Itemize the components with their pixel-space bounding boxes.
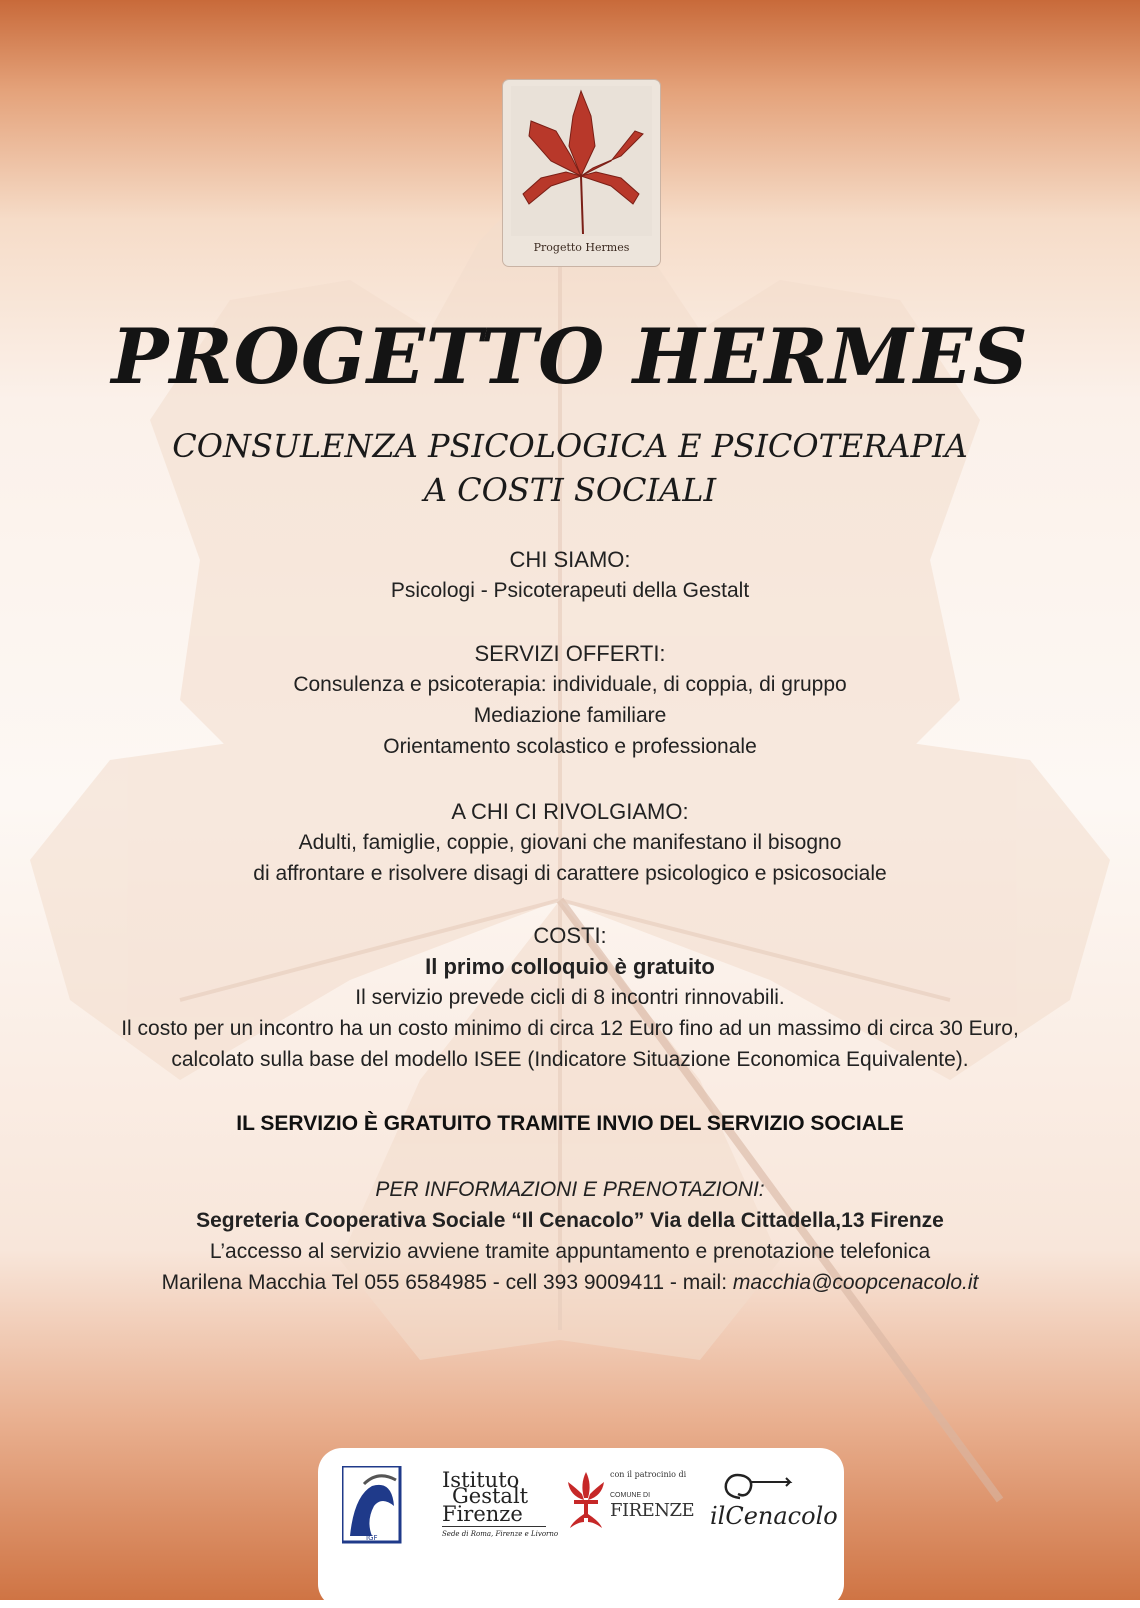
istituto-line: Istituto bbox=[442, 1468, 520, 1492]
il-cenacolo-logo bbox=[710, 1468, 838, 1548]
igf-label: IGF bbox=[366, 1534, 378, 1542]
page-title: PROGETTO HERMES bbox=[111, 312, 1029, 401]
section-heading: A CHI CI RIVOLGIAMO: bbox=[451, 799, 689, 824]
fleur-de-lis-icon bbox=[564, 1470, 608, 1530]
section-line: Adulti, famiglie, coppie, giovani che manifestano il bisogno bbox=[298, 831, 842, 854]
section-costi bbox=[0, 920, 1140, 1075]
istituto-line: Gestalt bbox=[452, 1484, 529, 1508]
contact-line bbox=[0, 1267, 1140, 1298]
section-servizi-offerti bbox=[0, 638, 1140, 762]
costi-highlight: Il primo colloquio è gratuito bbox=[425, 954, 715, 979]
free-service-notice: IL SERVIZIO È GRATUITO TRAMITE INVIO DEL SERVIZIO SOCIALE bbox=[236, 1112, 904, 1135]
section-a-chi-ci-rivolgiamo bbox=[0, 796, 1140, 889]
subtitle-line: A COSTI SOCIALI bbox=[423, 471, 717, 509]
section-line: di affrontare e risolvere disagi di carattere psicologico e psicosociale bbox=[253, 862, 887, 885]
info-address: Segreteria Cooperativa Sociale “Il Cenacolo” Via della Cittadella,13 Firenze bbox=[196, 1209, 944, 1232]
section-line: Mediazione familiare bbox=[473, 704, 667, 727]
contact-phone: Marilena Macchia Tel 055 6584985 - cell 393 9009411 - mail: bbox=[161, 1271, 733, 1294]
subtitle-line: CONSULENZA PSICOLOGICA E PSICOTERAPIA bbox=[172, 427, 968, 465]
info-heading: PER INFORMAZIONI E PRENOTAZIONI: bbox=[375, 1178, 765, 1201]
section-heading: SERVIZI OFFERTI: bbox=[474, 641, 666, 666]
firenze-label: FIRENZE bbox=[610, 1500, 695, 1521]
igf-logo bbox=[342, 1466, 404, 1546]
comune-label: COMUNE DI bbox=[610, 1492, 651, 1499]
section-heading: CHI SIAMO: bbox=[509, 547, 631, 572]
istituto-gestalt-logo bbox=[442, 1468, 559, 1548]
section-line: Il costo per un incontro ha un costo minimo di circa 12 Euro fino ad un massimo di circa 30 Euro, bbox=[121, 1017, 1019, 1040]
section-line: Il servizio prevede cicli di 8 incontri rinnovabili. bbox=[355, 986, 785, 1009]
contact-email-link[interactable]: macchia@coopcenacolo.it bbox=[732, 1271, 979, 1294]
istituto-line: Firenze bbox=[442, 1502, 523, 1526]
patrocinio-label: con il patrocinio di bbox=[610, 1470, 687, 1479]
info-access: L’accesso al servizio avviene tramite appuntamento e prenotazione telefonica bbox=[209, 1240, 931, 1263]
section-info bbox=[0, 1174, 1140, 1298]
comune-firenze-logo bbox=[564, 1470, 704, 1540]
logo-caption: Progetto Hermes bbox=[533, 241, 630, 254]
section-chi-siamo bbox=[0, 544, 1140, 606]
progetto-hermes-logo bbox=[503, 80, 660, 266]
sponsor-bar bbox=[318, 1448, 844, 1608]
section-line: Psicologi - Psicoterapeuti della Gestalt bbox=[390, 579, 750, 602]
igf-emblem-icon bbox=[342, 1466, 404, 1546]
section-heading: COSTI: bbox=[533, 923, 607, 948]
section-line: Orientamento scolastico e professionale bbox=[383, 735, 757, 758]
istituto-subtitle: Sede di Roma, Firenze e Livorno bbox=[442, 1530, 559, 1538]
section-line: Consulenza e psicoterapia: individuale, di coppia, di gruppo bbox=[293, 673, 847, 696]
red-autumn-leaf-icon bbox=[511, 86, 652, 236]
section-line: calcolato sulla base del modello ISEE (Indicatore Situazione Economica Equivalente). bbox=[171, 1048, 969, 1071]
cenacolo-label: ilCenacolo bbox=[710, 1502, 838, 1530]
divider bbox=[442, 1526, 546, 1527]
subtitle bbox=[0, 424, 1140, 512]
cenacolo-swirl-icon bbox=[710, 1468, 810, 1504]
